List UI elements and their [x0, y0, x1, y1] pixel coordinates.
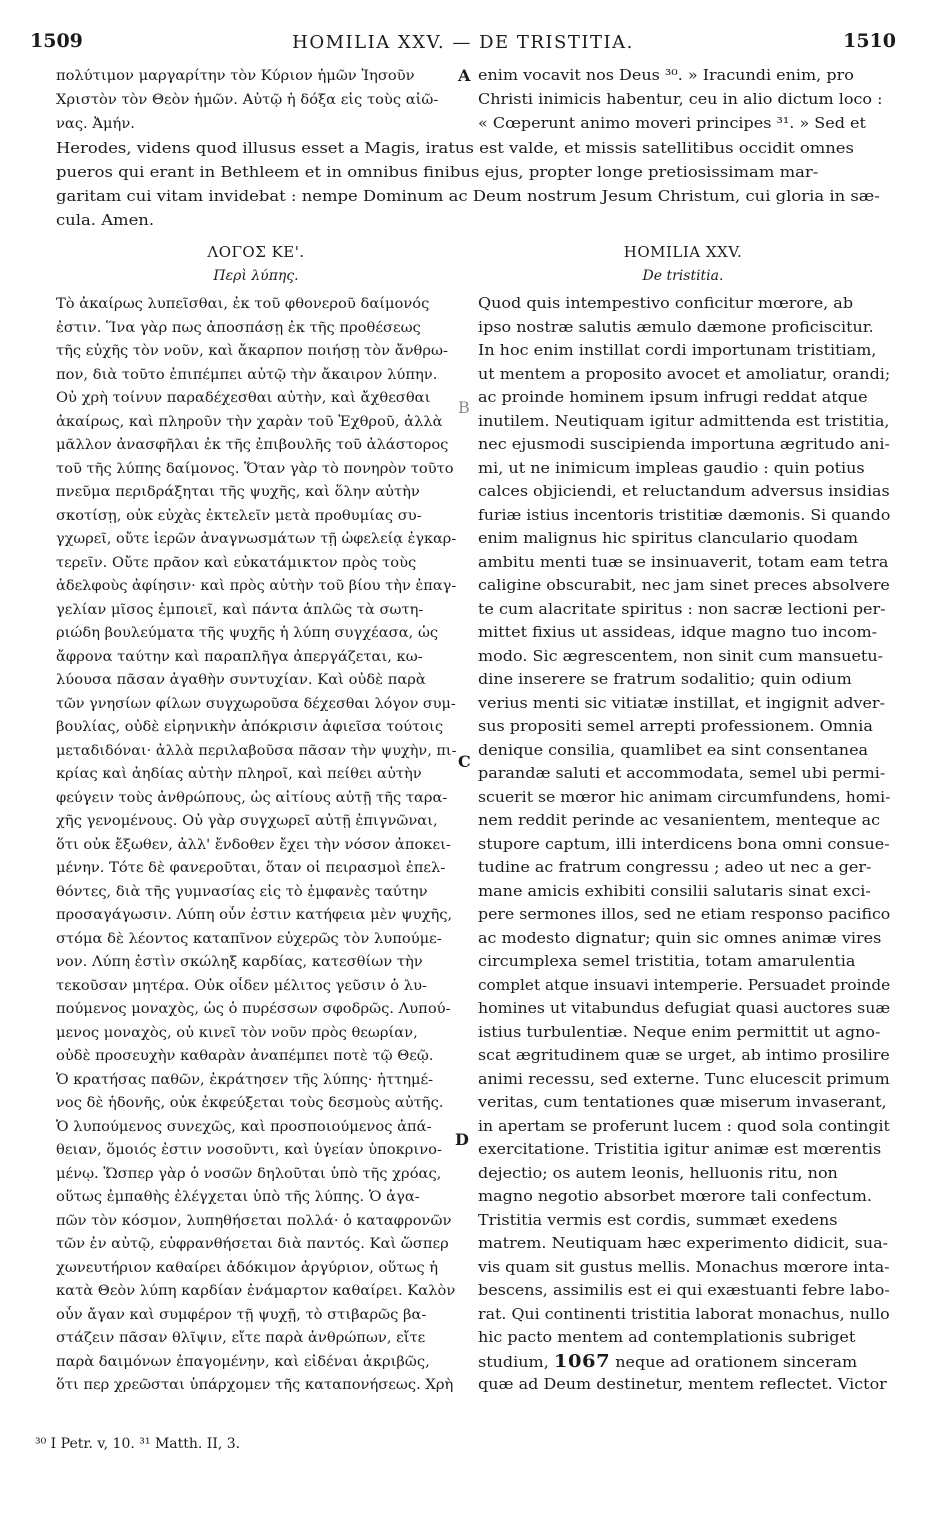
greek-line: στόμα δὲ λέοντος καταπῖνον εὐχερῶς τὸν λυπούμε-: [56, 930, 442, 947]
greek-line: χωνευτήριον καθαίρει ἀδόκιμον ἀργύριον, οὕτως ἡ: [56, 1259, 439, 1276]
latin-line: sus propositi semel arrepti professionem. Omnia: [478, 718, 873, 735]
greek-line: τῶν γνησίων φίλων συγχωροῦσα δέχεσθαι λόγον συμ-: [56, 695, 456, 712]
latin-line: inutilem. Neutiquam igitur admittenda est tristitia,: [478, 412, 890, 430]
greek-line: Ὁ κρατήσας παθῶν, ἐκράτησεν τῆς λύπης· ἡττημέ-: [56, 1071, 434, 1088]
greek-line: ὅτι οὐκ ἔξωθεν, ἀλλ' ἔνδοθεν ἔχει τὴν νόσον ἀποκει-: [56, 836, 451, 853]
greek-line: Οὐ χρὴ τοίνυν παραδέχεσθαι αὐτὴν, καὶ ἄχθεσθαι: [56, 390, 431, 406]
greek-line: πούμενος μοναχὸς, ὡς ὁ πυρέσσων σφοδρῶς. Λυπού-: [56, 1001, 451, 1017]
greek-line: χῆς γενομένους. Οὐ γὰρ συγχωρεῖ αὐτῇ ἐπιγνῶναι,: [56, 813, 438, 829]
full-width-line: garitam cui vitam invidebat : nempe Dominum ac Deum nostrum Jesum Christum, cui gloria in sæ-: [56, 187, 880, 205]
latin-line: enim malignus hic spiritus clanculario quodam: [478, 530, 859, 547]
running-header: [30, 30, 896, 58]
latin-line: tudine ac fratrum congressu ; adeo ut nec a ger-: [478, 859, 872, 876]
latin-line: vis quam sit gustus mellis. Monachus mœrore inta-: [478, 1258, 890, 1276]
greek-line: πῶν τὸν κόσμον, λυπηθήσεται πολλά· ὁ καταφρονῶν: [56, 1212, 452, 1229]
greek-subtitle: Περὶ λύπης.: [213, 268, 299, 284]
top-greek-line: Χριστὸν τὸν Θεὸν ἡμῶν. Αὐτῷ ἡ δόξα εἰς τοὺς αἰῶ-: [56, 92, 439, 108]
greek-line: ὅτι περ χρεῶσται ὑπάρχομεν τῆς καταπονήσεως. Χρὴ: [56, 1377, 454, 1393]
latin-line: istius turbulentiæ. Neque enim permittit ut agno-: [478, 1023, 881, 1041]
margin-letter-d: D: [455, 1130, 469, 1149]
greek-line: Τὸ ἀκαίρως λυπεῖσθαι, ἐκ τοῦ φθονεροῦ δαίμονός: [56, 296, 430, 312]
latin-line: denique consilia, quamlibet ea sint consentanea: [478, 741, 869, 759]
latin-line: parandæ saluti et accommodata, semel ubi permi-: [478, 765, 886, 782]
top-greek-line: νας. Ἀμήν.: [56, 116, 135, 132]
latin-line: scat ægritudinem quæ se urget, ab intimo prosilire: [478, 1047, 890, 1064]
greek-line: παρὰ δαιμόνων ἐπαγομένην, καὶ εἰδέναι ἀκριβῶς,: [56, 1353, 430, 1370]
greek-line: κρίας καὶ ἀηδίας αὐτὴν πληροῖ, καὶ πείθει αὐτὴν: [56, 766, 422, 782]
latin-subtitle: De tristitia.: [642, 268, 724, 284]
greek-line: οὕτως ἐμπαθὴς ἐλέγχεται ὑπὸ τῆς λύπης. Ὁ ἀγα-: [56, 1189, 420, 1205]
greek-line: τῶν ἐν αὐτῷ, εὐφρανθήσεται διὰ παντός. Καὶ ὥσπερ: [56, 1236, 449, 1252]
greek-line: Ὁ λυπούμενος συνεχῶς, καὶ προσποιούμενος ἀπά-: [56, 1118, 432, 1135]
greek-line: ἀκαίρως, καὶ πληροῦν τὴν χαρὰν τοῦ Ἐχθροῦ, ἀλλὰ: [56, 413, 443, 430]
greek-line: μενος μοναχὸς, οὐ κινεῖ τὸν νοῦν πρὸς θεωρίαν,: [56, 1024, 418, 1041]
latin-line: mane amicis exhibiti consilii salutaris sinat exci-: [478, 882, 871, 900]
greek-line: οὐδὲ προσευχὴν καθαρὰν ἀναπέμπει ποτὲ τῷ Θεῷ.: [56, 1048, 434, 1064]
latin-line: ac modesto dignatur; quin sic omnes animæ vires: [478, 929, 882, 947]
latin-line: verius menti sic vitiatæ instillat, et ingignit adver-: [478, 694, 885, 712]
running-title: HOMILIA XXV. — DE TRISTITIA.: [292, 32, 634, 53]
latin-line: te cum alacritate spiritus : non sacræ lectioni per-: [478, 600, 886, 618]
greek-line: σκοτίσῃ, οὐκ εὐχὰς ἐκτελεῖν μετὰ προθυμίας συ-: [56, 507, 422, 524]
top-latin-line: « Cœperunt animo moveri principes ³¹. » Sed et: [478, 115, 866, 132]
greek-line: λύουσα πᾶσαν ἀγαθὴν συντυχίαν. Καὶ οὐδὲ παρὰ: [56, 672, 426, 688]
greek-line: πνεῦμα περιδράξηται τῆς ψυχῆς, καὶ ὅλην αὐτὴν: [56, 484, 420, 500]
latin-line: furiæ istius incentoris tristitiæ dæmonis. Si quando: [478, 506, 891, 524]
greek-line: θόντες, διὰ τῆς γυμνασίας εἰς τὸ ἐμφανὲς ταύτην: [56, 883, 428, 900]
greek-line: θειαν, ὅμοιός ἐστιν νοσοῦντι, καὶ ὑγείαν ὑποκρινο-: [56, 1142, 442, 1158]
greek-line: στάζειν πᾶσαν θλῖψιν, εἴτε παρὰ ἀνθρώπων, εἴτε: [56, 1330, 426, 1346]
greek-line: ἐστιν. Ἵνα γὰρ πως ἀποσπάσῃ ἐκ τῆς προθέσεως: [56, 319, 421, 336]
latin-line: calces objiciendi, et reluctandum adversus insidias: [478, 483, 890, 500]
latin-line: veritas, cum tentationes quæ miserum invaserant,: [478, 1094, 887, 1111]
latin-line: ut mentem a proposito avocet et amoliatur, orandi;: [478, 365, 891, 383]
latin-line: circumplexa semel tristitia, totam amarulentia: [478, 953, 856, 970]
greek-line: πον, διὰ τοῦτο ἐπιπέμπει αὐτῷ τὴν ἄκαιρον λύπην.: [56, 366, 438, 383]
full-width-line: Herodes, videns quod illusus esset a Magis, iratus est valde, et missis satellitibus occidit omnes: [56, 139, 854, 157]
latin-line: complet atque insuavi intemperie. Persuadet proinde: [478, 976, 891, 994]
latin-line: caligine obscurabit, nec jam sinet preces absolvere: [478, 577, 890, 594]
greek-line: φεύγειν τοὺς ἀνθρώπους, ὡς αἰτίους αὐτῇ τῆς ταρα-: [56, 789, 448, 806]
greek-line: μένην. Τότε δὲ φανεροῦται, ὅταν οἱ πειρασμοὶ ἐπελ-: [56, 860, 446, 876]
footnotes: ³⁰ I Petr. v, 10. ³¹ Matth. II, 3.: [35, 1436, 241, 1452]
latin-line: modo. Sic ægrescentem, non sinit cum mansuetu-: [478, 647, 884, 665]
latin-line: scuerit se mœror hic animam circumfundens, homi-: [478, 788, 891, 806]
greek-line: γχωρεῖ, οὔτε ἱερῶν ἀναγνωσμάτων τῇ ὠφελείᾳ ἐγκαρ-: [56, 531, 457, 547]
latin-line: ambitu menti tuæ se insinuaverit, totam eam tetra: [478, 553, 889, 571]
greek-line: κατὰ Θεὸν λύπη καρδίαν ἐνάμαρτον καθαίρει. Καλὸν: [56, 1283, 456, 1299]
greek-line: ριώδη βουλεύματα τῆς ψυχῆς ἡ λύπη συγχέασα, ὡς: [56, 625, 439, 641]
latin-line: mi, ut ne inimicum impleas gaudio : quin potius: [478, 459, 865, 477]
greek-line: νον. Λύπη ἐστὶν σκώληξ καρδίας, κατεσθίων τὴν: [56, 954, 423, 970]
latin-line: Tristitia vermis est cordis, summæt exedens: [478, 1211, 838, 1229]
latin-line-start: studium,: [478, 1353, 549, 1371]
greek-line: τοῦ τῆς λύπης δαίμονος. Ὅταν γὰρ τὸ πονηρὸν τοῦτο: [56, 460, 454, 477]
latin-line: matrem. Neutiquam hæc experimento didicit, sua-: [478, 1235, 889, 1252]
top-latin-line: Christi inimicis habentur, ceu in alio dictum loco :: [478, 91, 883, 108]
latin-line-end: neque ad orationem sinceram: [615, 1353, 858, 1371]
greek-title: ΛΟΓΟΣ ΚΕ'.: [207, 243, 305, 261]
latin-line: [478, 1350, 858, 1372]
page-number-right: 1510: [843, 30, 896, 52]
column-number: 1067: [553, 1350, 611, 1372]
margin-letter-b: B: [458, 398, 470, 417]
greek-line: μεταδιδόναι· ἀλλὰ περιλαβοῦσα πᾶσαν τὴν ψυχὴν, πι-: [56, 742, 457, 759]
latin-line: mittet fixius ut assideas, idque magno tuo incom-: [478, 624, 878, 641]
latin-line: rat. Qui continenti tristitia laborat monachus, nullo: [478, 1305, 890, 1323]
greek-line: ἀδελφοὺς ἀφίησιν· καὶ πρὸς αὐτὴν τοῦ βίου τὴν ἐπαγ-: [56, 578, 457, 594]
latin-line: ac proinde hominem ipsum infrugi reddat atque: [478, 389, 868, 406]
greek-line: οὖν ἄγαν καὶ συμφέρον τῇ ψυχῇ, τὸ στιβαρῶς βα-: [56, 1306, 427, 1323]
latin-line: homines ut vitabundus defugiat quasi auctores suæ: [478, 1000, 891, 1017]
latin-title: HOMILIA XXV.: [623, 243, 743, 261]
full-width-line: cula. Amen.: [56, 211, 155, 229]
latin-line: ipso nostræ salutis æmulo dæmone proficiscitur.: [478, 318, 874, 336]
latin-line: nec ejusmodi suscipienda importuna ægritudo ani-: [478, 436, 890, 453]
latin-line: dine inserere se fratrum sodalitio; quin odium: [478, 671, 852, 688]
top-greek-line: πολύτιμον μαργαρίτην τὸν Κύριον ἡμῶν Ἰησοῦν: [56, 68, 415, 84]
latin-line: in apertam se proferunt lucem : quod sola contingit: [478, 1117, 890, 1135]
margin-letter-c: C: [458, 752, 471, 771]
latin-line: exercitatione. Tristitia igitur animæ est mœrentis: [478, 1141, 882, 1158]
greek-line: προσαγάγωσιν. Λύπη οὖν ἐστιν κατήφεια μὲν ψυχῆς,: [56, 907, 453, 923]
latin-line: dejectio; os autem leonis, helluonis ritu, non: [478, 1164, 838, 1182]
latin-line: quæ ad Deum destinetur, mentem reflectet. Victor: [478, 1376, 887, 1393]
latin-line: magno negotio absorbet mœrore tali confectum.: [478, 1188, 872, 1205]
greek-line: γελίαν μῖσος ἐμποιεῖ, καὶ πάντα ἁπλῶς τὰ σωτη-: [56, 601, 424, 618]
full-width-line: pueros qui erant in Bethleem et in omnibus finibus ejus, propter longe pretiosissimam mar-: [56, 163, 819, 181]
greek-line: ἄφρονα ταύτην καὶ παραπλῆγα ἀπεργάζεται, κω-: [56, 648, 423, 665]
greek-line: τερεῖν. Οὔτε πρᾶον καὶ εὐκατάμικτον πρὸς τοὺς: [56, 554, 417, 571]
latin-line: stupore captum, illi interdicens bona omni consue-: [478, 835, 890, 853]
latin-line: pere sermones illos, sed ne etiam responso pacifico: [478, 906, 891, 923]
greek-line: βουλίας, οὐδὲ εἰρηνικὴν ἀπόκρισιν ἀφιεῖσα τούτοις: [56, 719, 444, 735]
top-latin-line: enim vocavit nos Deus ³⁰. » Iracundi enim, pro: [478, 67, 854, 84]
latin-line: nem reddit perinde ac vesanientem, menteque ac: [478, 812, 881, 829]
latin-line: hic pacto mentem ad contemplationis subriget: [478, 1329, 856, 1346]
greek-line: μένῳ. Ὥσπερ γὰρ ὁ νοσῶν δηλοῦται ὑπὸ τῆς χρόας,: [56, 1165, 442, 1182]
greek-line: τῆς εὐχῆς τὸν νοῦν, καὶ ἄκαρπον ποιήσῃ τὸν ἄνθρω-: [56, 343, 448, 359]
latin-line: animi recessu, sed externe. Tunc elucescit primum: [478, 1070, 890, 1088]
latin-line: bescens, assimilis est ei qui exæstuanti febre labo-: [478, 1282, 890, 1299]
greek-line: νος δὲ ἡδονῆς, οὐκ ἐκφεύξεται τοὺς δεσμοὺς αὐτῆς.: [56, 1095, 444, 1111]
greek-line: τεκοῦσαν μητέρα. Οὐκ οἶδεν μέλιτος γεῦσιν ὁ λυ-: [56, 977, 428, 994]
latin-line: Quod quis intempestivo conficitur mœrore, ab: [478, 295, 854, 312]
page-number-left: 1509: [30, 30, 83, 52]
margin-letter-a: A: [458, 66, 471, 85]
latin-line: In hoc enim instillat cordi importunam tristitiam,: [478, 342, 877, 359]
greek-line: μᾶλλον ἀνασφῆλαι ἐκ τῆς ἐπιβουλῆς τοῦ ἀλάστορος: [56, 437, 449, 453]
